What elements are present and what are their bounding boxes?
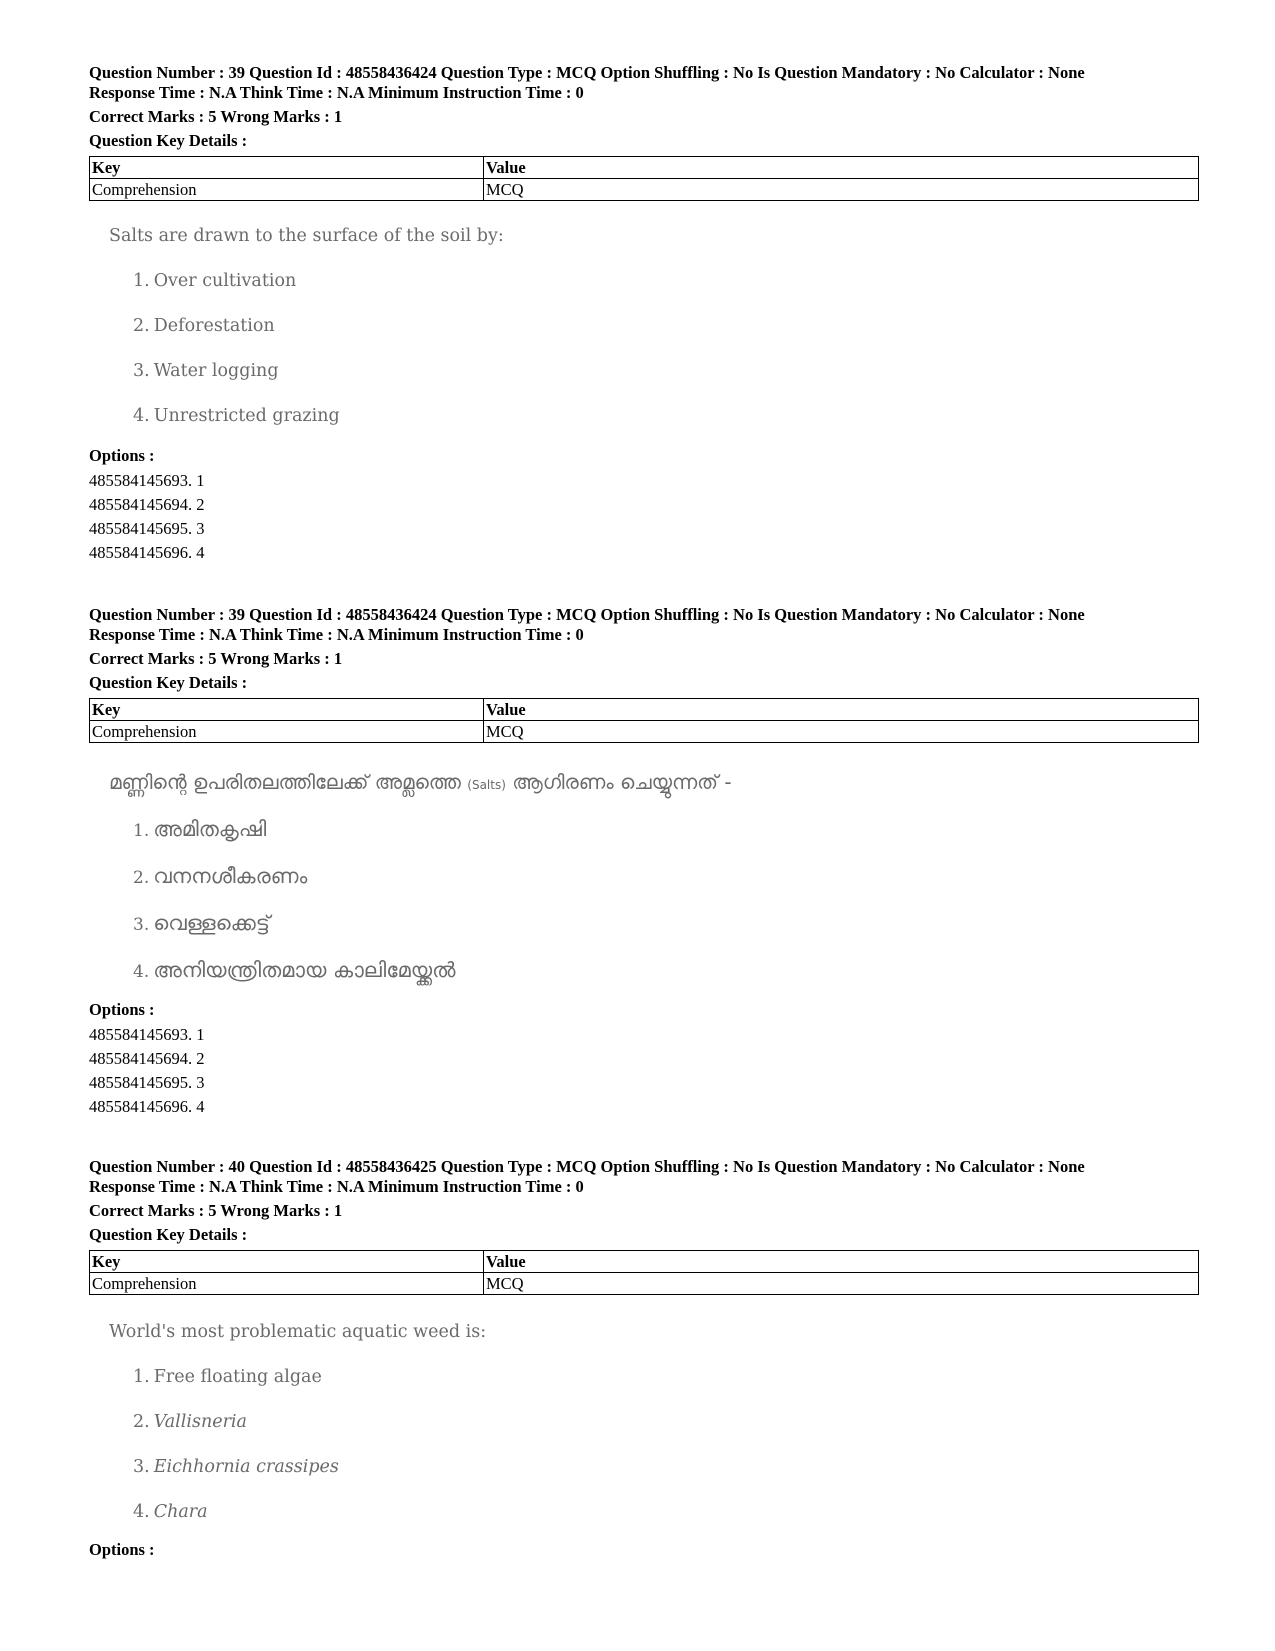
list-item: 4. Chara (133, 1502, 208, 1522)
key-details-label: Question Key Details : (89, 673, 248, 692)
question-stem: മണ്ണിന്റെ ഉപരിതലത്തിലേക്ക് അമ്ലത്തെ (Salts) ആഗിരണം ചെയ്യുന്നത് - (109, 770, 732, 794)
list-item: 3. വെള്ളക്കെട്ട് (133, 911, 270, 935)
question-header-line1: Question Number : 39 Question Id : 48558436424 Question Type : MCQ Option Shuffling : No Is Question Mandatory : No Calculator : None (89, 63, 1085, 82)
options-section (89, 1540, 1199, 1560)
list-item: 1. അമിതകൃഷി (133, 817, 267, 841)
list-item: 3. Water logging (133, 361, 279, 381)
marks-line: Correct Marks : 5 Wrong Marks : 1 (89, 107, 343, 126)
question-image-en-1 (89, 226, 504, 426)
key-value-table (89, 156, 1199, 201)
key-value-table (89, 1250, 1199, 1295)
option-item: 485584145694. 2 (89, 1049, 205, 1068)
question-items (89, 271, 504, 426)
list-item: 4. Unrestricted grazing (133, 406, 340, 426)
option-item: 485584145693. 1 (89, 471, 205, 490)
question-header-line1: Question Number : 40 Question Id : 48558436425 Question Type : MCQ Option Shuffling : No Is Question Mandatory : No Calculator : None (89, 1157, 1085, 1176)
table-value-header: Value (484, 699, 1199, 721)
question-block-39-en (89, 63, 1199, 201)
question-header-line1: Question Number : 39 Question Id : 48558436424 Question Type : MCQ Option Shuffling : No Is Question Mandatory : No Calculator : None (89, 605, 1085, 624)
table-key-header: Key (90, 157, 484, 179)
option-item: 485584145695. 3 (89, 1073, 205, 1092)
table-value-cell: MCQ (484, 721, 1199, 743)
key-details-label: Question Key Details : (89, 131, 248, 150)
option-item: 485584145693. 1 (89, 1025, 205, 1044)
list-item: 2. Vallisneria (133, 1412, 247, 1432)
option-item: 485584145696. 4 (89, 1097, 205, 1116)
question-stem: Salts are drawn to the surface of the soil by: (109, 226, 504, 246)
table-value-cell: MCQ (484, 179, 1199, 201)
table-key-cell: Comprehension (90, 1273, 484, 1295)
question-items (89, 817, 732, 982)
question-header-line2: Response Time : N.A Think Time : N.A Minimum Instruction Time : 0 (89, 1177, 584, 1196)
table-value-cell: MCQ (484, 1273, 1199, 1295)
marks-line: Correct Marks : 5 Wrong Marks : 1 (89, 1201, 343, 1220)
list-item: 1. Free floating algae (133, 1367, 322, 1387)
list-item: 4. അനിയന്ത്രിതമായ കാലിമേയ്ക്കൽ (133, 958, 456, 982)
question-items (89, 1367, 486, 1522)
option-item: 485584145695. 3 (89, 519, 205, 538)
question-block-39-ml (89, 605, 1199, 743)
list-item: 2. Deforestation (133, 316, 275, 336)
options-section (89, 446, 1199, 565)
table-value-header: Value (484, 157, 1199, 179)
question-image-ml (89, 770, 732, 982)
marks-line: Correct Marks : 5 Wrong Marks : 1 (89, 649, 343, 668)
list-item: 1. Over cultivation (133, 271, 297, 291)
table-key-header: Key (90, 1251, 484, 1273)
option-item: 485584145694. 2 (89, 495, 205, 514)
list-item: 2. വനനശീകരണം (133, 864, 308, 888)
question-block-40-en (89, 1157, 1199, 1295)
table-key-header: Key (90, 699, 484, 721)
key-value-table (89, 698, 1199, 743)
list-item: 3. Eichhornia crassipes (133, 1457, 339, 1477)
table-key-cell: Comprehension (90, 179, 484, 201)
question-header-line2: Response Time : N.A Think Time : N.A Minimum Instruction Time : 0 (89, 83, 584, 102)
question-stem: World's most problematic aquatic weed is: (109, 1322, 487, 1342)
options-label: Options : (89, 446, 155, 465)
options-label: Options : (89, 1540, 155, 1559)
table-key-cell: Comprehension (90, 721, 484, 743)
key-details-label: Question Key Details : (89, 1225, 248, 1244)
question-header-line2: Response Time : N.A Think Time : N.A Minimum Instruction Time : 0 (89, 625, 584, 644)
options-label: Options : (89, 1000, 155, 1019)
question-image-en-2 (89, 1322, 486, 1522)
table-value-header: Value (484, 1251, 1199, 1273)
options-section (89, 1000, 1199, 1119)
option-item: 485584145696. 4 (89, 543, 205, 562)
